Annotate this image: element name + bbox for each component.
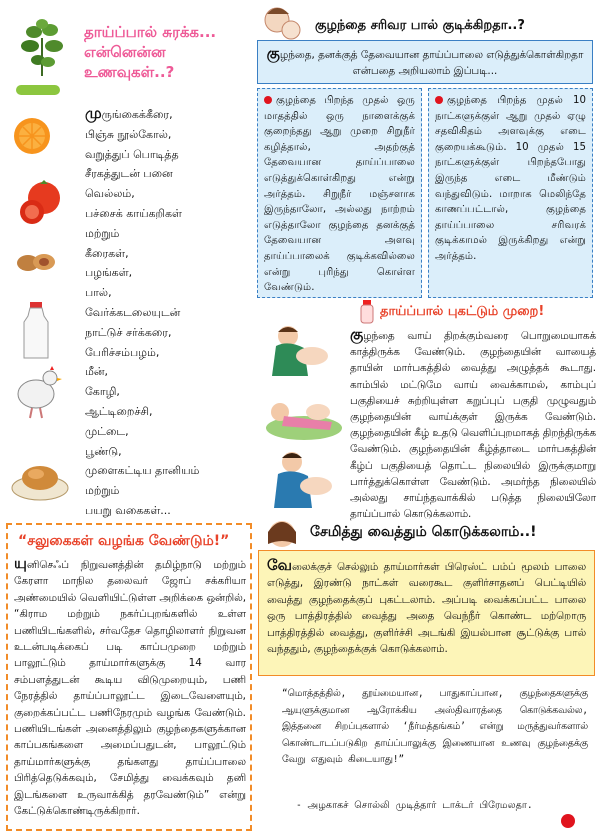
list-item: பேரிச்சம்பழம், [85,345,160,359]
feeding-method-body: குழந்தை வாய் திறக்கும்வரை பொறுமையாகக் காத்திருக்க வேண்டும். குழந்தையின் வாயைத் தாயின் மார்பகத்தில் வைத்து அழுத்தக் கூடாது. காம்பில் மட்டுமே வாய் வைக்காமல், காம்புப் பகுதியைச் சுற்றியுள்ள கறுப்புப் பகுதி முழுவதும் குழந்தையின் வாய்க்குள் இருக்க வேண்டும். குழந்தையின் கீழ் உதடு வெளிப்புறமாகத் திறந்திருக்க வேண்டும். குழந்தையின் கீழ்த்தாடை மார்பகத்தின் கீழ்ப் பகுதியைத் தொட்ட நிலையில் இருக்குமாறு பார்த்துக்கொள்ள வேண்டும். அமர்ந்த நிலையில் அல்லது சாய்ந்தவாக்கில் படுத்த நிலையிலோ தாய்ப்பால் கொடுக்கலாம். [350,325,596,521]
bullet-icon [435,96,443,104]
food-section [10,12,250,517]
orange-icon [12,116,52,156]
feeding-check-column-1: குழந்தை பிறந்த முதல் ஒரு மாதத்தில் ஒரு நாளைக்குக் குறைந்தது ஆறு முறை சிறுநீர் கழித்தால், அதற்குத் தேவையான தாய்ப்பாலை எடுத்துக்கொள்கிறது என்று அர்த்தம். சிறுநீர் மஞ்சளாக இருந்தாலோ, அல்லது நாற்றம் எடுத்தாலோ குழந்தை தனக்குத் தேவையான அளவு தாய்ப்பாலைக் குடிக்கவில்லை என்று புரிந்து கொள்ள வேண்டும். [257,88,422,298]
mother-baby-icon [259,6,305,42]
roast-chicken-icon [10,456,70,502]
list-item: பால், [85,286,112,300]
quote-text: “மொத்தத்தில், தூய்மையான, பாதுகாப்பான, குழந்தைகளுக்கு ஆயுளுக்குமான ஆரோக்கிய அஸ்திவாரத்தை கொடுக்கவல்ல, இத்தனை சிறப்புகளால் ‘நீர்மத்தங்கம்’ என்று மருத்துவர்களால் கொண்டாடப்படுகிற தாய்ப்பாலுக்கு இணையான உணவு குழந்தைக்கு வேறு எதுவும் கிடையாது!” [282,688,588,765]
feeding-method-section [262,300,597,521]
feeding-check-title: குழந்தை சரிவர பால் குடிக்கிறதா..? [315,18,525,33]
breastfeeding-illustration-3 [270,450,340,510]
list-item: பழங்கள், [85,266,133,280]
list-item: முருங்கைக்கீரை, [85,104,173,122]
list-item: சீரகத்துடன் பனை [85,167,173,181]
tomato-icon [14,176,66,228]
list-item: பயறு வகைகள்... [85,503,171,517]
end-mark-icon [561,814,575,828]
feeding-check-column-2: குழந்தை பிறந்த முதல் 10 நாட்களுக்குள் ஆறு முதல் ஏழு சதவிகிதம் அளவுக்கு எடை குறையக்கூடும். 10 முதல் 15 நாட்களுக்குள் பிறந்தபோது இருந்த எடை மீண்டும் வந்துவிடும். மாறாக மெலிந்தே காணப்பட்டால், குழந்தை தாய்ப்பாலை சரிவரக் குடிக்காமல் இருக்கிறது என்று அர்த்தம். [428,88,593,298]
herb-icon [16,18,68,78]
quote-signature: - அழகாகச் சொல்லி முடித்தார் டாக்டர் பிரேமலதா. [296,800,533,811]
list-item: மற்றும் [85,226,120,240]
feeding-check-intro: குழந்தை, தனக்குத் தேவையான தாய்ப்பாலை எடுத்துக்கொள்கிறதா என்பதை அறியலாம் இப்படி... [257,40,593,84]
list-item: நாட்டுச் சர்க்கரை, [85,325,172,339]
list-item: வெல்லம், [85,187,135,201]
feeding-check-section [257,10,593,300]
stored-milk-body: வேலைக்குச் செல்லும் தாய்மார்கள் பிரெஸ்ட் பம்ப் மூலம் பாலை எடுத்து, இரண்டு நாட்கள் வரைகூட குளிர்சாதனப் பெட்டியில் வைத்து குழந்தைக்குப் புகட்டலாம். அப்படி வைக்கப்பட்ட பாலை ஒரு பாத்திரத்தில் வைத்து அதை வெந்நீர் கொண்ட மற்றொரு பாத்திரத்தில் வைத்து, குளிர்ச்சி அடங்கி இயல்பான சூட்டுக்கு பால் வந்ததும், குழந்தைக்குக் கொடுக்கலாம். [258,550,595,676]
list-item: வறுத்துப் பொடித்த [85,147,179,161]
feeding-method-title: தாய்ப்பால் புகட்டும் முறை! [380,304,545,319]
list-item: ஆட்டிறைச்சி, [85,404,153,418]
list-item: மீன், [85,365,109,379]
doctor-quote [282,686,592,831]
bullet-icon [264,96,272,104]
bottle-icon [358,300,376,324]
list-item: கீரைகள், [85,246,129,260]
list-item: பிஞ்சு நூல்கோல், [85,127,172,141]
drumstick-icon [14,80,62,100]
benefits-title: “சலுகைகள் வழங்க வேண்டும்!” [18,533,230,549]
list-item: கோழி, [85,385,120,399]
list-item: பூண்டு, [85,444,122,458]
stored-milk-section [258,518,595,676]
list-item: முளைகட்டிய தானியம் [85,464,200,478]
list-item: வேர்க்கடலையுடன் [85,305,181,319]
list-item: பச்சைக் காய்கறிகள் [85,206,182,220]
hen-icon [12,364,64,420]
breastfeeding-illustration-2 [262,388,346,444]
list-item: முட்டை, [85,424,129,438]
stored-milk-title: சேமித்து வைத்தும் கொடுக்கலாம்..! [310,524,537,540]
peanut-icon [14,250,58,276]
food-section-title: தாய்ப்பால் சுரக்க... என்னென்ன உணவுகள்..? [84,23,217,81]
list-item: மற்றும் [85,484,120,498]
food-list [85,104,250,521]
benefits-box [6,523,252,831]
benefits-body: யுனிசெஃப் நிறுவனத்தின் தமிழ்நாடு மற்றும் கேரளா மாநில தலைவர் ஜோப் சக்கரியா அண்மையில் வெளியிட்டுள்ள அறிக்கை ஒன்றில், “கிராம மற்றும் நகர்ப்புறங்களில் உள்ள பணியிடங்களில், சர்வதேச தொழிலாளர் நிறுவன உடன்படிக்கைப் படி காப்பமுறை மற்றும் பாலூட்டும் தாய்மார்களுக்கு 14 வார சம்பளத்துடன் கூடிய விடுமுறையும், பணி நேரத்தில் தாய்ப்பாலூட்ட இடைவேளையும், குறைக்கப்பட்ட பணிநேரமும் வழங்க வேண்டும். பணியிடங்கள் அனைத்திலும் குழந்தைகளுக்கான காப்பகங்களை அமைப்பதுடன், பாலூட்டும் தாய்மார்களுக்கு தங்களது தாய்ப்பாலை பிரித்தெடுக்கவும், சேமித்து வைக்கவும் தனி இடங்களை உருவாக்கித் தரவேண்டும்” என்று கேட்டுக்கொண்டிருக்கிறார். [14,554,246,818]
breastfeeding-illustration-1 [268,322,338,378]
milk-bottle-icon [22,302,50,360]
